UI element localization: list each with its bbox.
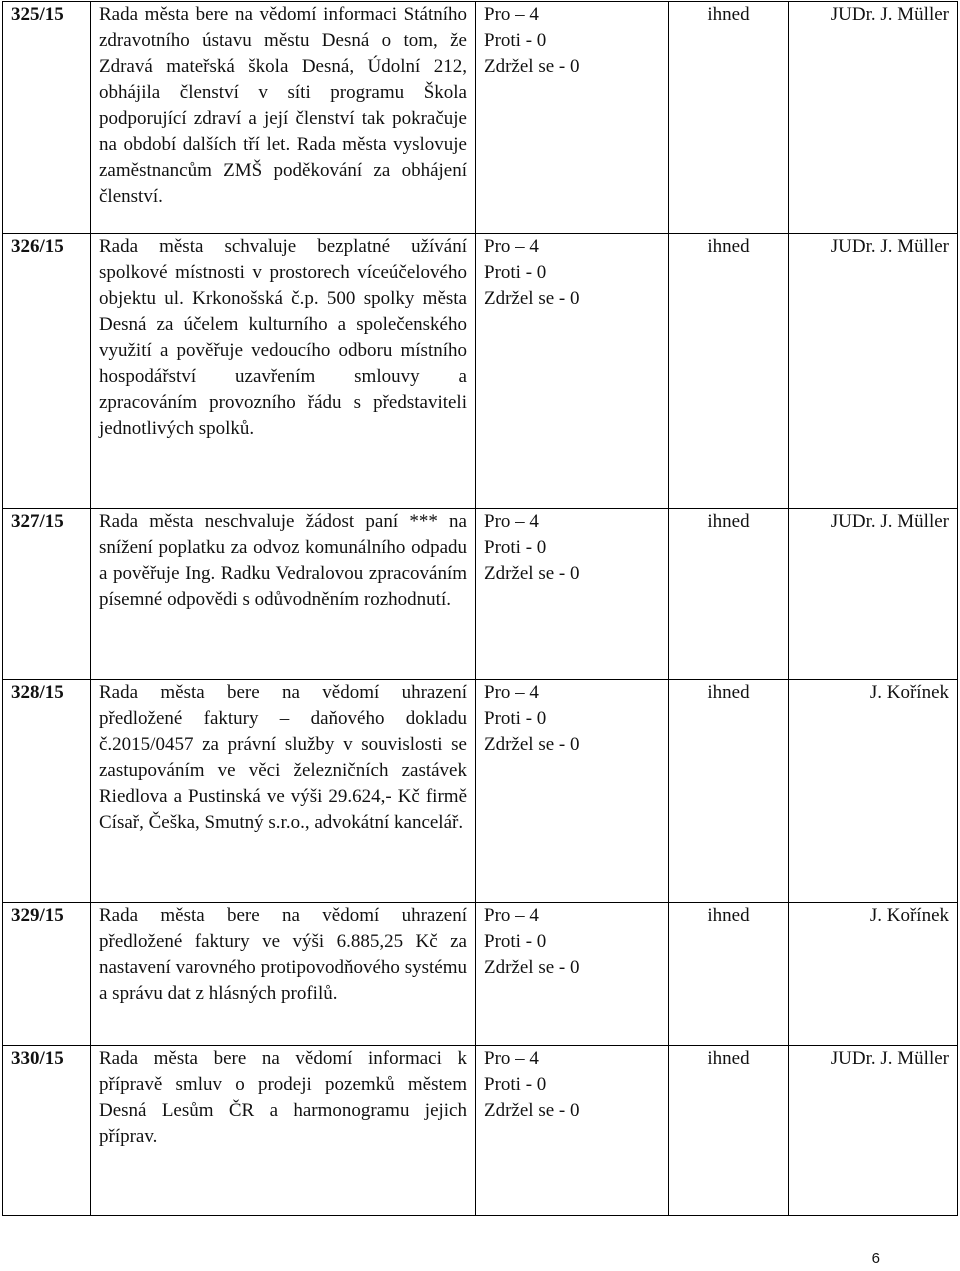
vote-for: Pro – 4 xyxy=(484,1048,539,1069)
vote-against: Proti - 0 xyxy=(484,931,547,952)
vote-abstain: Zdržel se - 0 xyxy=(484,288,580,309)
vote-abstain: Zdržel se - 0 xyxy=(484,957,580,978)
responsible-person: J. Kořínek xyxy=(789,680,958,903)
resolution-number: 328/15 xyxy=(3,680,91,903)
responsible-person: J. Kořínek xyxy=(789,903,958,1046)
responsible-person: JUDr. J. Müller xyxy=(789,509,958,680)
vote-cell xyxy=(476,234,669,509)
vote-cell xyxy=(476,680,669,903)
vote-against: Proti - 0 xyxy=(484,537,547,558)
resolution-number: 327/15 xyxy=(3,509,91,680)
responsible-person: JUDr. J. Müller xyxy=(789,2,958,234)
resolution-text: Rada města bere na vědomí informaci Státního zdravotního ústavu městu Desná o tom, že Zdravá mateřská škola Desná, Údolní 212, obhájila členství v síti programu Škola podporující zdraví a její členství tak pokračuje na období dalších tří let. Rada města vyslovuje zaměstnancům ZMŠ poděkování za obhájení členství. xyxy=(91,2,476,234)
table-row xyxy=(3,1046,958,1216)
vote-against: Proti - 0 xyxy=(484,1074,547,1095)
vote-cell xyxy=(476,509,669,680)
resolution-number: 329/15 xyxy=(3,903,91,1046)
vote-cell xyxy=(476,2,669,234)
table-row xyxy=(3,680,958,903)
vote-abstain: Zdržel se - 0 xyxy=(484,734,580,755)
table-row xyxy=(3,509,958,680)
term: ihned xyxy=(669,680,789,903)
resolution-text: Rada města bere na vědomí informaci k přípravě smluv o prodeji pozemků městem Desná Lesům ČR a harmonogramu jejich příprav. xyxy=(91,1046,476,1216)
vote-abstain: Zdržel se - 0 xyxy=(484,563,580,584)
responsible-person: JUDr. J. Müller xyxy=(789,234,958,509)
vote-abstain: Zdržel se - 0 xyxy=(484,56,580,77)
vote-cell xyxy=(476,903,669,1046)
vote-for: Pro – 4 xyxy=(484,236,539,257)
resolution-text: Rada města bere na vědomí uhrazení předložené faktury – daňového dokladu č.2015/0457 za právní služby v souvislosti se zastupováním ve věci železničních zastávek Riedlova a Pustinská ve výši 29.624,- Kč firmě Císař, Češka, Smutný s.r.o., advokátní kancelář. xyxy=(91,680,476,903)
table-row xyxy=(3,2,958,234)
resolution-text: Rada města schvaluje bezplatné užívání spolkové místnosti v prostorech víceúčelového objektu ul. Krkonošská č.p. 500 spolky města Desná za účelem kulturního a společenského využití a pověřuje vedoucího odboru místního hospodářství uzavřením smlouvy a zpracováním provozního řádu s představiteli jednotlivých spolků. xyxy=(91,234,476,509)
page-number: 6 xyxy=(871,1250,880,1267)
vote-cell xyxy=(476,1046,669,1216)
resolution-text: Rada města neschvaluje žádost paní *** na snížení poplatku za odvoz komunálního odpadu a pověřuje Ing. Radku Vedralovou zpracováním písemné odpovědi s odůvodněním rozhodnutí. xyxy=(91,509,476,680)
resolution-text: Rada města bere na vědomí uhrazení předložené faktury ve výši 6.885,25 Kč za nastavení varovného protipovodňového systému a správu dat z hlásných profilů. xyxy=(91,903,476,1046)
vote-against: Proti - 0 xyxy=(484,262,547,283)
resolution-number: 325/15 xyxy=(3,2,91,234)
vote-for: Pro – 4 xyxy=(484,905,539,926)
responsible-person: JUDr. J. Müller xyxy=(789,1046,958,1216)
term: ihned xyxy=(669,509,789,680)
table-row xyxy=(3,903,958,1046)
table-row xyxy=(3,234,958,509)
vote-for: Pro – 4 xyxy=(484,4,539,25)
term: ihned xyxy=(669,234,789,509)
term: ihned xyxy=(669,903,789,1046)
resolution-number: 330/15 xyxy=(3,1046,91,1216)
term: ihned xyxy=(669,2,789,234)
vote-against: Proti - 0 xyxy=(484,708,547,729)
vote-abstain: Zdržel se - 0 xyxy=(484,1100,580,1121)
vote-for: Pro – 4 xyxy=(484,682,539,703)
vote-against: Proti - 0 xyxy=(484,30,547,51)
resolutions-table xyxy=(2,1,958,1216)
term: ihned xyxy=(669,1046,789,1216)
resolution-number: 326/15 xyxy=(3,234,91,509)
vote-for: Pro – 4 xyxy=(484,511,539,532)
